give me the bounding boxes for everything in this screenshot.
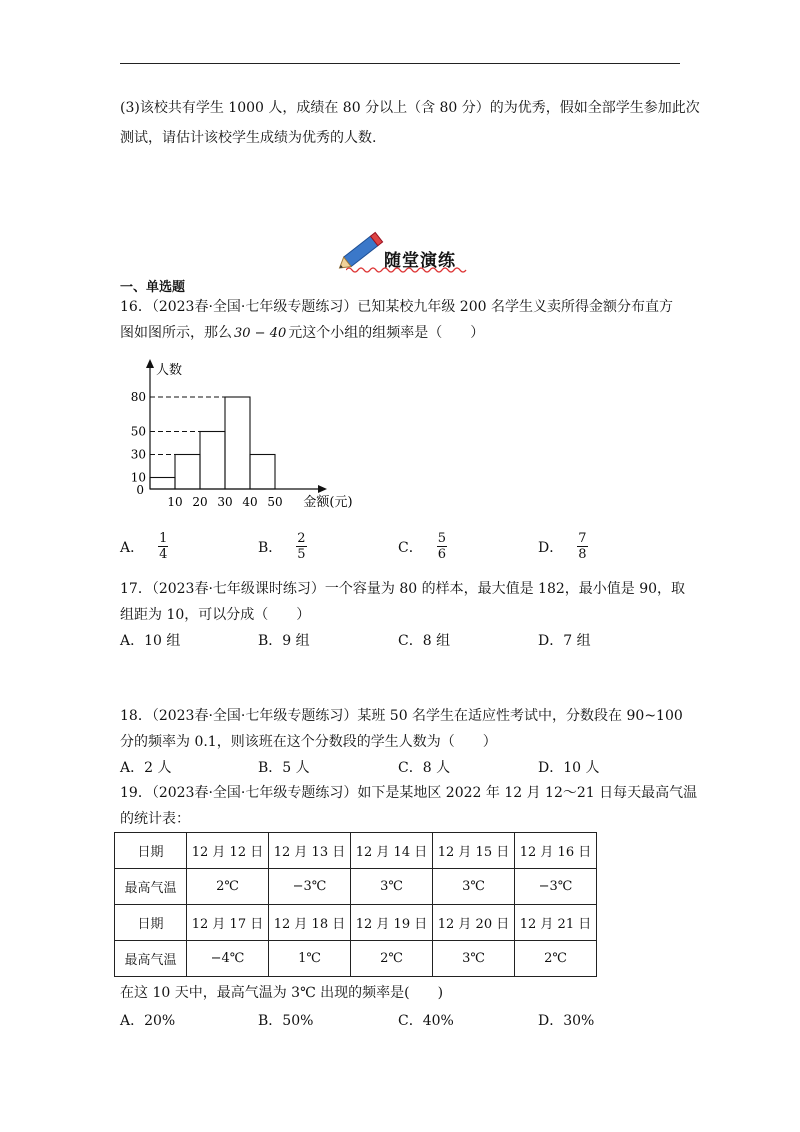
q19-line2: 的统计表： xyxy=(120,811,190,827)
q17-option-d[interactable]: D．7 组 xyxy=(538,633,591,649)
x-axis-label: 金额(元) xyxy=(303,495,353,510)
table-cell: 2℃ xyxy=(351,941,433,977)
x-tick-label: 40 xyxy=(242,495,258,509)
table-cell: −3℃ xyxy=(515,869,597,905)
table-cell: 12 月 21 日 xyxy=(515,905,597,941)
q19-question: 在这 10 天中，最高气温为 3℃ 出现的频率是( ) xyxy=(120,985,444,1001)
temperature-table xyxy=(114,832,597,977)
table-row xyxy=(115,941,597,977)
table-cell: 最高气温 xyxy=(115,869,187,905)
table-cell: 12 月 20 日 xyxy=(433,905,515,941)
q17-option-a[interactable]: A．10 组 xyxy=(120,633,181,649)
q16-option-b-den: 5 xyxy=(297,547,306,562)
q18-option-d[interactable]: D．10 人 xyxy=(538,760,600,776)
q16-option-c-den: 6 xyxy=(437,547,446,562)
table-row xyxy=(115,869,597,905)
y-axis-label: 人数 xyxy=(156,363,183,378)
histogram-chart xyxy=(128,356,368,516)
table-cell: 12 月 17 日 xyxy=(187,905,269,941)
table-cell: 12 月 19 日 xyxy=(351,905,433,941)
table-cell: 日期 xyxy=(115,905,187,941)
q16-option-b-num: 2 xyxy=(297,531,306,546)
table-cell: 3℃ xyxy=(433,869,515,905)
table-cell: 1℃ xyxy=(269,941,351,977)
q16-option-c-num: 5 xyxy=(437,531,446,546)
y-axis-arrow xyxy=(146,359,154,368)
table-cell: 日期 xyxy=(115,833,187,869)
x-tick-label: 20 xyxy=(192,495,208,509)
q16-option-a-label: A． xyxy=(120,539,145,556)
q16-option-b[interactable] xyxy=(258,531,307,562)
x-tick-label: 50 xyxy=(267,495,283,509)
q16-option-a-num: 1 xyxy=(159,531,168,546)
q16-option-c-label: C． xyxy=(398,539,423,556)
table-cell: 12 月 15 日 xyxy=(433,833,515,869)
q16-option-d-num: 7 xyxy=(578,531,587,546)
table-cell: 3℃ xyxy=(351,869,433,905)
q16-option-d-label: D． xyxy=(538,539,564,556)
table-cell: 12 月 14 日 xyxy=(351,833,433,869)
banner-underline xyxy=(346,266,470,274)
q16-line1: 16．（2023春·全国·七年级专题练习）已知某校九年级 200 名学生义卖所得金额分布直方 xyxy=(120,299,673,315)
q18-option-a[interactable]: A．2 人 xyxy=(120,760,172,776)
q16-option-a[interactable] xyxy=(120,531,168,562)
q16-line2 xyxy=(120,323,484,344)
q16-line2-c: 元这个小组的组频率是（ ） xyxy=(288,325,485,341)
table-cell: −3℃ xyxy=(269,869,351,905)
table-cell: 3℃ xyxy=(433,941,515,977)
table-cell: 12 月 12 日 xyxy=(187,833,269,869)
table-cell: 2℃ xyxy=(515,941,597,977)
section-heading: 一、单选题 xyxy=(120,280,186,295)
q19-option-d[interactable]: D．30% xyxy=(538,1013,595,1029)
q18-line2: 分的频率为 0.1，则该班在这个分数段的学生人数为（ ） xyxy=(120,734,497,750)
q17-line1: 17．（2023春·七年级课时练习）一个容量为 80 的样本，最大值是 182，最小值是 90，取 xyxy=(120,581,686,597)
banner-title: 随堂演练 xyxy=(384,251,456,271)
q19-option-a[interactable]: A．20% xyxy=(120,1013,176,1029)
histogram-bar xyxy=(225,397,250,489)
q16-option-b-label: B． xyxy=(258,539,283,556)
table-cell: 12 月 16 日 xyxy=(515,833,597,869)
histogram-bar xyxy=(250,455,275,490)
q16-option-a-den: 4 xyxy=(159,547,168,562)
origin-label: 0 xyxy=(136,483,144,497)
x-axis-arrow xyxy=(318,485,327,493)
q17-option-b[interactable]: B．9 组 xyxy=(258,633,310,649)
table-cell: 2℃ xyxy=(187,869,269,905)
q16-option-c[interactable] xyxy=(398,531,447,562)
q19-option-b[interactable]: B．50% xyxy=(258,1013,314,1029)
x-tick-label: 30 xyxy=(217,495,233,509)
q16-option-d[interactable] xyxy=(538,531,588,562)
q16-option-d-den: 8 xyxy=(578,547,587,562)
y-tick-label: 10 xyxy=(130,470,146,485)
x-tick-label: 10 xyxy=(167,495,183,509)
table-cell: 12 月 13 日 xyxy=(269,833,351,869)
histogram-bar xyxy=(150,478,175,490)
q18-option-c[interactable]: C．8 人 xyxy=(398,760,451,776)
q17-line2: 组距为 10，可以分成（ ） xyxy=(120,607,311,623)
table-cell: 12 月 18 日 xyxy=(269,905,351,941)
q18-option-b[interactable]: B．5 人 xyxy=(258,760,310,776)
header-rule xyxy=(120,63,680,64)
top-question-line2: 测试，请估计该校学生成绩为优秀的人数. xyxy=(120,130,377,146)
q16-line2-a: 图如图所示，那么 xyxy=(120,325,232,341)
q17-option-c[interactable]: C．8 组 xyxy=(398,633,451,649)
q19-option-c[interactable]: C．40% xyxy=(398,1013,454,1029)
y-tick-label: 50 xyxy=(130,424,146,439)
table-row xyxy=(115,905,597,941)
y-tick-label: 30 xyxy=(130,447,146,462)
y-tick-label: 80 xyxy=(130,390,146,404)
histogram-bar xyxy=(175,455,200,490)
table-cell: 最高气温 xyxy=(115,941,187,977)
table-cell: −4℃ xyxy=(187,941,269,977)
histogram-bar xyxy=(200,432,225,490)
q18-line1: 18．（2023春·全国·七年级专题练习）某班 50 名学生在适应性考试中，分数段在 90~100 xyxy=(120,708,683,724)
q16-range: 30 − 40 xyxy=(234,326,287,341)
q19-line1: 19．（2023春·全国·七年级专题练习）如下是某地区 2022 年 12 月 12～21 日每天最高气温 xyxy=(120,785,698,801)
top-question-line1: (3)该校共有学生 1000 人，成绩在 80 分以上（含 80 分）的为优秀，假如全部学生参加此次 xyxy=(120,100,700,116)
table-row xyxy=(115,833,597,869)
